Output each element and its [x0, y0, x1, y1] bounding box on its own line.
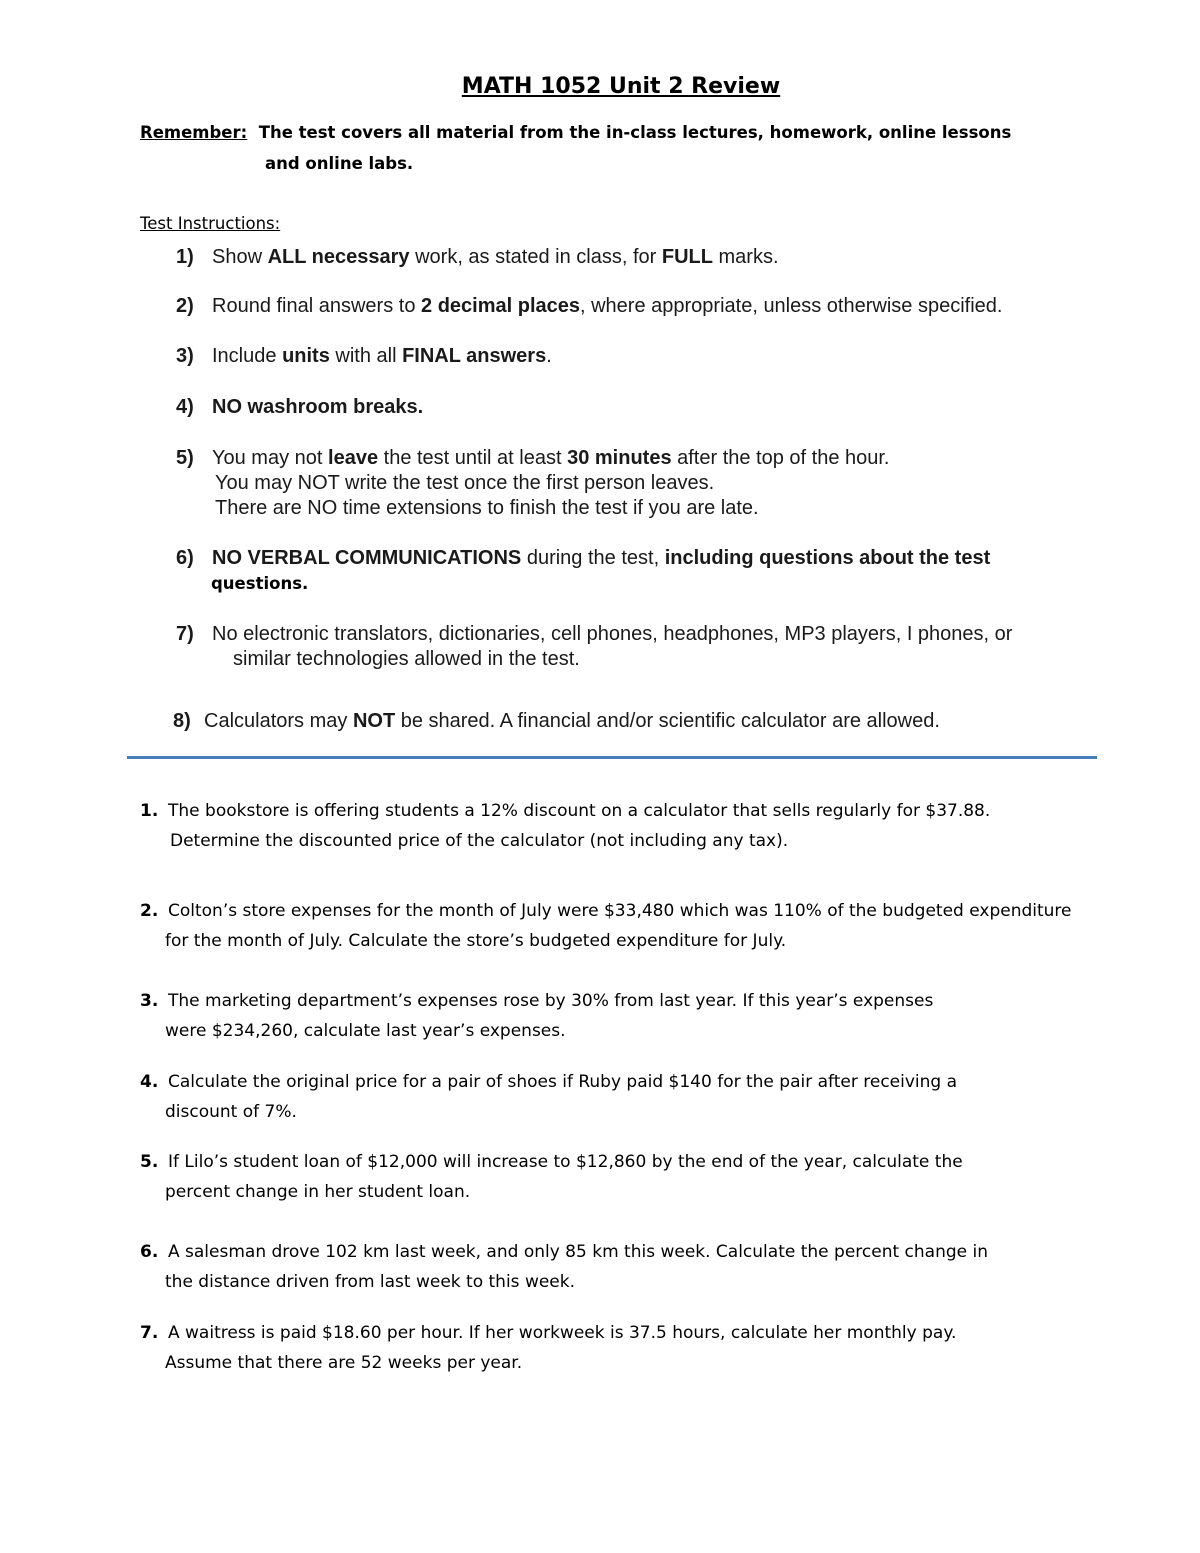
- question-item: 7. A waitress is paid $18.60 per hour. If her workweek is 37.5 hours, calculate her monthly pay. Assume that there are 52 weeks per year.: [140, 1323, 957, 1373]
- question-item: 3. The marketing department’s expenses rose by 30% from last year. If this year’s expenses were $234,260, calculate last year’s expenses.: [140, 991, 934, 1041]
- question-item: 1. The bookstore is offering students a 12% discount on a calculator that sells regularly for $37.88. Determine the discounted price of the calculator (not including any tax).: [140, 801, 991, 851]
- question-item: 5. If Lilo’s student loan of $12,000 will increase to $12,860 by the end of the year, calculate the percent change in her student loan.: [140, 1152, 963, 1202]
- instruction-extra-line: questions.: [211, 574, 309, 593]
- instruction-extra-line: There are NO time extensions to finish the test if you are late.: [215, 497, 759, 519]
- instruction-extra-line: You may NOT write the test once the first person leaves.: [215, 472, 715, 494]
- question-item: 4. Calculate the original price for a pair of shoes if Ruby paid $140 for the pair after receiving a discount of 7%.: [140, 1072, 958, 1122]
- remember-note: [140, 123, 1011, 142]
- section-divider: [127, 756, 1097, 759]
- question-item: 6. A salesman drove 102 km last week, and only 85 km this week. Calculate the percent change in the distance driven from last week to this week.: [140, 1242, 989, 1292]
- page-title: MATH 1052 Unit 2 Review: [461, 74, 781, 99]
- remember-line-1: The test covers all material from the in-class lectures, homework, online lessons: [258, 123, 1012, 142]
- remember-line-2: and online labs.: [265, 154, 414, 173]
- instruction-extra-line: similar technologies allowed in the test.: [233, 648, 580, 670]
- remember-label: Remember:: [140, 123, 248, 142]
- question-item: 2. Colton’s store expenses for the month of July were $33,480 which was 110% of the budgeted expenditure for the month of July. Calculate the store’s budgeted expenditure for July.: [140, 901, 1072, 951]
- test-instructions-label: Test Instructions:: [140, 214, 281, 233]
